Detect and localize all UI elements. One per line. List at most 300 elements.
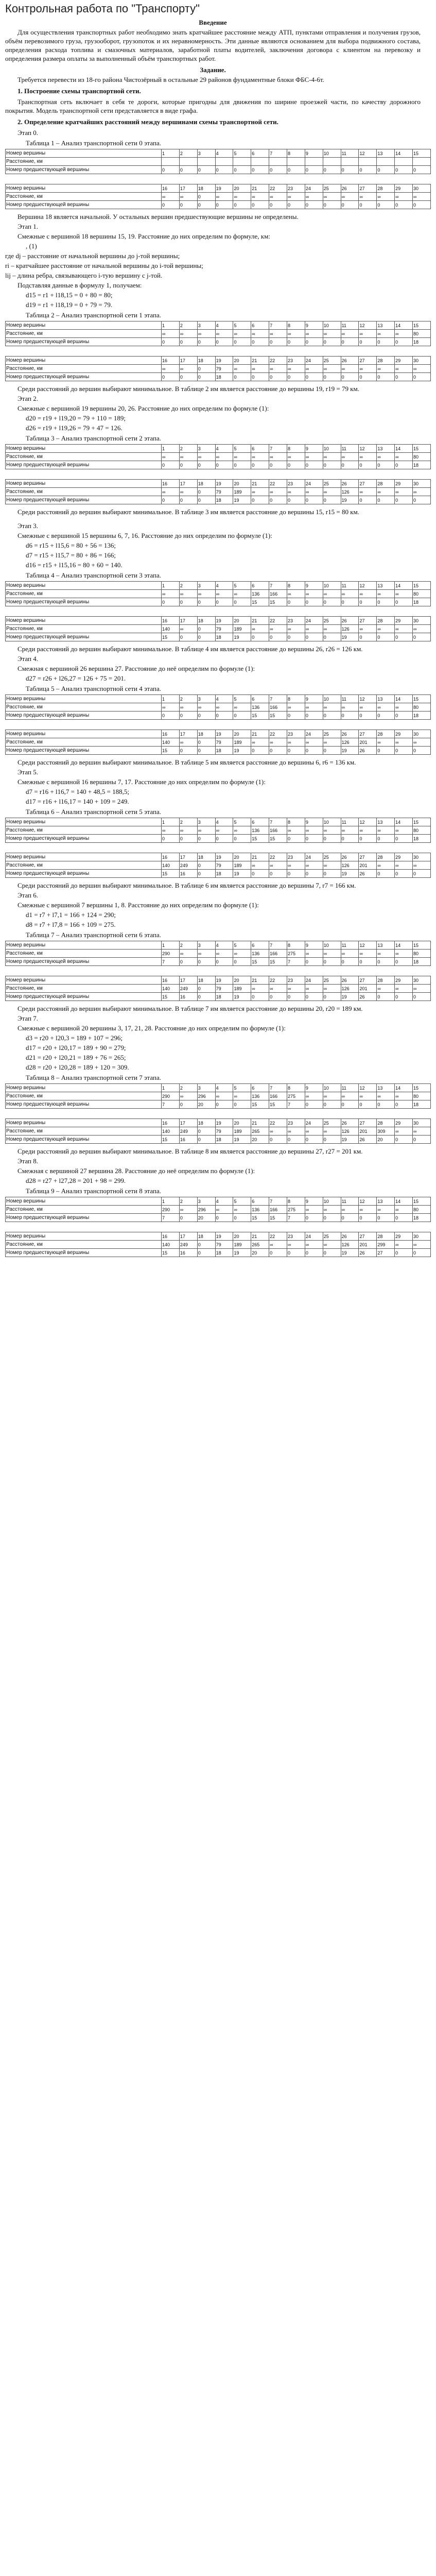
table-cell: 0 (233, 166, 251, 174)
table-cell: 20 (233, 976, 251, 985)
table-cell: 8 (287, 582, 305, 590)
table-cell: ∞ (197, 703, 215, 711)
table-cell: 15 (251, 1100, 269, 1109)
row-label: Номер предшествующей вершины (6, 461, 162, 469)
legend-ri: ri – кратчайшее расстояние от начальной вершины до i-той вершины; (5, 262, 203, 269)
table-cell: 7 (162, 958, 180, 966)
row-label: Номер предшествующей вершины (6, 1249, 162, 1257)
table-cell: 0 (197, 958, 215, 966)
table-cell: 10 (323, 1197, 341, 1206)
table-cell: 18 (197, 617, 215, 625)
network-table (5, 479, 431, 504)
table-cell: 0 (197, 1127, 215, 1136)
table-cell: 0 (323, 870, 341, 878)
table-cell: 18 (197, 1232, 215, 1241)
table-cell: 25 (323, 357, 341, 365)
table-cell: 0 (323, 1136, 341, 1144)
table-cell (323, 158, 341, 166)
table-cell: 12 (359, 1084, 377, 1092)
table-cell: 0 (395, 373, 413, 381)
table-cell: ∞ (233, 826, 251, 835)
task-paragraph: Требуется перевести из 18-го района Чистозёрный в остальные 29 районов фундаментные блоки ФБС-4-6т. (18, 76, 324, 83)
table-cell: 23 (287, 480, 305, 488)
table-cell: ∞ (251, 193, 269, 201)
table-cell: 30 (413, 976, 431, 985)
table-cell: 15 (162, 993, 180, 1001)
network-table (5, 616, 431, 641)
row-label: Номер вершины (6, 1084, 162, 1092)
table-cell: 12 (359, 941, 377, 950)
table-cell: ∞ (341, 330, 359, 338)
table-row (6, 976, 431, 985)
table-row (6, 730, 431, 738)
table-cell: 0 (179, 461, 197, 469)
table-6b (5, 853, 421, 878)
table-cell: 13 (377, 941, 395, 950)
table-cell: 0 (197, 496, 215, 504)
stage-3-lead: Смежные с вершиной 15 вершины 6, 7, 16. Расстояние до них определим по формуле (1): (18, 532, 272, 539)
table-cell: 17 (179, 1232, 197, 1241)
table-cell: 0 (341, 461, 359, 469)
network-table (5, 941, 431, 966)
table-9b (5, 1232, 421, 1257)
table-cell: ∞ (251, 488, 269, 496)
table-cell: 19 (215, 617, 233, 625)
table-cell: 23 (287, 617, 305, 625)
table-cell: 22 (269, 976, 287, 985)
table-cell: 0 (269, 338, 287, 346)
table-cell: 0 (413, 373, 431, 381)
table-cell: 0 (162, 598, 180, 606)
table-cell: 7 (162, 1214, 180, 1222)
table-row (6, 373, 431, 381)
table-cell: 29 (395, 480, 413, 488)
table-cell: 11 (341, 1197, 359, 1206)
row-label: Номер предшествующей вершины (6, 1214, 162, 1222)
table-cell: 3 (197, 941, 215, 950)
table-cell: 6 (251, 445, 269, 453)
table-cell: 79 (215, 488, 233, 496)
table-cell: 11 (341, 941, 359, 950)
table-cell: 19 (233, 1249, 251, 1257)
table-row (6, 590, 431, 598)
table-cell: 0 (287, 166, 305, 174)
table-3a (5, 444, 421, 469)
table-cell: 19 (341, 633, 359, 641)
table-row (6, 835, 431, 843)
table-3b (5, 479, 421, 504)
formula-line: d16 = r15 + l15,16 = 80 + 60 = 140. (26, 561, 123, 569)
table-cell: 0 (179, 373, 197, 381)
table-cell: 0 (233, 711, 251, 720)
table-cell: 0 (269, 1136, 287, 1144)
table-cell: 0 (359, 201, 377, 209)
table-cell: 13 (377, 445, 395, 453)
table-cell: ∞ (197, 950, 215, 958)
table-cell: 9 (305, 818, 323, 826)
table-cell: 24 (305, 730, 323, 738)
table-cell: ∞ (359, 330, 377, 338)
table-cell: 0 (162, 461, 180, 469)
table-cell: ∞ (305, 625, 323, 633)
table-cell: 25 (323, 730, 341, 738)
table-cell: 29 (395, 184, 413, 193)
table-cell: 6 (251, 818, 269, 826)
row-label: Номер предшествующей вершины (6, 993, 162, 1001)
table-cell: 0 (323, 1214, 341, 1222)
table-cell: 10 (323, 941, 341, 950)
table-row (6, 1136, 431, 1144)
table-cell: 6 (251, 1084, 269, 1092)
stage-8-name: Этап 8. (18, 1157, 38, 1165)
table-cell: ∞ (269, 488, 287, 496)
table-cell: 25 (323, 480, 341, 488)
table-cell: 136 (251, 590, 269, 598)
row-label: Расстояние, км (6, 330, 162, 338)
table-cell: ∞ (359, 193, 377, 201)
table-cell: 18 (413, 1100, 431, 1109)
table-cell: 15 (251, 958, 269, 966)
table-cell: 7 (269, 445, 287, 453)
stage-6-name: Этап 6. (18, 891, 38, 899)
table-row (6, 357, 431, 365)
table-cell: 27 (359, 853, 377, 861)
table-cell: 126 (341, 1241, 359, 1249)
table-row (6, 184, 431, 193)
table-cell: 0 (323, 338, 341, 346)
table-cell: ∞ (197, 453, 215, 461)
table-cell: ∞ (287, 1127, 305, 1136)
row-label: Номер предшествующей вершины (6, 835, 162, 843)
table-cell: 10 (323, 1084, 341, 1092)
table-cell: 0 (251, 166, 269, 174)
table-cell: ∞ (233, 590, 251, 598)
table-cell: 0 (215, 1100, 233, 1109)
row-label: Расстояние, км (6, 193, 162, 201)
table-cell: ∞ (287, 1241, 305, 1249)
table-cell: 18 (413, 958, 431, 966)
table-cell: 14 (395, 149, 413, 158)
table-cell: ∞ (377, 1092, 395, 1100)
row-label: Расстояние, км (6, 826, 162, 835)
table-row (6, 617, 431, 625)
table-cell: 0 (305, 461, 323, 469)
table-cell: 19 (341, 1249, 359, 1257)
row-label: Номер предшествующей вершины (6, 166, 162, 174)
table-cell: 17 (179, 1119, 197, 1127)
network-table (5, 853, 431, 878)
network-table (5, 321, 431, 346)
table-cell: 0 (251, 496, 269, 504)
table-cell: 11 (341, 321, 359, 330)
row-label: Расстояние, км (6, 1241, 162, 1249)
table-cell: 80 (413, 330, 431, 338)
table-5b (5, 730, 421, 755)
table-cell: 10 (323, 582, 341, 590)
row-label: Расстояние, км (6, 625, 162, 633)
intro-paragraph: Для осуществления транспортных работ необходимо знать кратчайшее расстояние между АТП, пунктами отправления и получения грузов, объём перевозимого груза, грузооборот, грузопоток и их неравномерность. Эти данные являются основанием для выбора подвижного состава, определения расхода топлива и смазочных материалов, заработной платы водителей, заключения договора с клиентом на перевозку и определения размера оплаты за выполненный объём транспортных работ. (5, 28, 421, 62)
table-cell: 26 (341, 1232, 359, 1241)
table-cell: 0 (233, 338, 251, 346)
table-cell: 80 (413, 826, 431, 835)
table-cell: ∞ (269, 1241, 287, 1249)
table-cell: 5 (233, 695, 251, 703)
table-cell: 17 (179, 184, 197, 193)
formula-line: d3 = r20 + l20,3 = 189 + 107 = 296; (26, 1034, 123, 1042)
table-cell: 0 (233, 373, 251, 381)
table-cell: 15 (162, 1136, 180, 1144)
table-row (6, 1092, 431, 1100)
table-cell: 0 (359, 373, 377, 381)
table-cell: 18 (215, 1136, 233, 1144)
row-label: Расстояние, км (6, 453, 162, 461)
table-cell: 80 (413, 703, 431, 711)
table-cell: 15 (269, 835, 287, 843)
table-2b (5, 356, 421, 381)
table-cell: ∞ (377, 1206, 395, 1214)
table-cell: 0 (323, 373, 341, 381)
table-cell: ∞ (305, 330, 323, 338)
table-cell: ∞ (179, 1092, 197, 1100)
table-cell: ∞ (305, 365, 323, 373)
row-label: Расстояние, км (6, 488, 162, 496)
table-row (6, 480, 431, 488)
table-cell: 21 (251, 1119, 269, 1127)
table-cell: 6 (251, 149, 269, 158)
table-cell: 80 (413, 453, 431, 461)
table-cell: 0 (305, 373, 323, 381)
table-cell: 0 (323, 166, 341, 174)
table-cell: 275 (287, 1092, 305, 1100)
table-cell: 3 (197, 695, 215, 703)
table-cell: 16 (162, 976, 180, 985)
table-cell: ∞ (377, 488, 395, 496)
table-cell: ∞ (323, 1241, 341, 1249)
table-cell: 0 (287, 870, 305, 878)
table-cell: 0 (269, 461, 287, 469)
table-row (6, 941, 431, 950)
formula-line: d27 = r26 + l26,27 = 126 + 75 = 201. (26, 674, 126, 682)
table-cell: 20 (233, 1119, 251, 1127)
table-cell: 0 (395, 598, 413, 606)
table-cell: 10 (323, 321, 341, 330)
table-4b (5, 616, 421, 641)
table-cell: 22 (269, 480, 287, 488)
table-cell: 28 (377, 357, 395, 365)
table-cell: ∞ (323, 738, 341, 747)
table-cell: 16 (162, 1119, 180, 1127)
table-cell: 15 (413, 1197, 431, 1206)
table-row (6, 338, 431, 346)
table-cell: 9 (305, 445, 323, 453)
table-cell: 16 (179, 1136, 197, 1144)
table-cell: ∞ (377, 950, 395, 958)
table-cell: 0 (162, 338, 180, 346)
table-cell: 0 (215, 338, 233, 346)
table-cell: 29 (395, 976, 413, 985)
table-cell: ∞ (287, 365, 305, 373)
table-9a (5, 1197, 421, 1222)
table-cell: 24 (305, 617, 323, 625)
table-cell: 166 (269, 1092, 287, 1100)
table-cell: 18 (215, 870, 233, 878)
table-cell: 25 (323, 853, 341, 861)
table-row (6, 861, 431, 870)
table-cell: 16 (179, 1249, 197, 1257)
table-cell: 166 (269, 703, 287, 711)
table-cell: 0 (287, 633, 305, 641)
table-cell: 15 (269, 598, 287, 606)
table-cell: ∞ (395, 488, 413, 496)
table-cell: ∞ (179, 703, 197, 711)
table-cell: 136 (251, 1092, 269, 1100)
table-cell: 2 (179, 941, 197, 950)
table-cell: 0 (179, 835, 197, 843)
table-cell: ∞ (323, 950, 341, 958)
table-cell: 27 (359, 184, 377, 193)
table-cell: 13 (377, 1197, 395, 1206)
table-cell: 136 (251, 826, 269, 835)
table-cell: 140 (162, 985, 180, 993)
table-cell: 0 (197, 993, 215, 1001)
table-cell: 9 (305, 1084, 323, 1092)
row-label: Номер предшествующей вершины (6, 1136, 162, 1144)
stage-3-name: Этап 3. (18, 522, 38, 530)
table-row (6, 1127, 431, 1136)
stage-6-conclusion: Среди расстояний до вершин выбирают минимальное. В таблице 7 им является расстояние до вершины 20, r20 = 189 км. (18, 1005, 363, 1012)
table-cell: 30 (413, 617, 431, 625)
table-cell (413, 158, 431, 166)
table-cell (162, 158, 180, 166)
table-cell: 0 (377, 633, 395, 641)
table-cell: 0 (197, 985, 215, 993)
table-cell: 0 (305, 1214, 323, 1222)
table-cell: ∞ (251, 738, 269, 747)
table-cell: 0 (197, 373, 215, 381)
table-cell: 0 (395, 1214, 413, 1222)
table-cell: 0 (162, 373, 180, 381)
table-cell: ∞ (269, 193, 287, 201)
table-cell: 0 (197, 461, 215, 469)
table-cell: 14 (395, 818, 413, 826)
table-cell: 0 (197, 193, 215, 201)
table-cell: 0 (395, 747, 413, 755)
formula-line: d7 = r15 + l15,7 = 80 + 86 = 166; (26, 551, 116, 559)
table-cell: 15 (413, 149, 431, 158)
table-cell: 80 (413, 590, 431, 598)
table-cell: ∞ (305, 703, 323, 711)
table-cell: ∞ (341, 1092, 359, 1100)
table-cell: 0 (323, 598, 341, 606)
table-cell: ∞ (341, 703, 359, 711)
table-row (6, 1197, 431, 1206)
table-row (6, 158, 431, 166)
table-cell: ∞ (179, 738, 197, 747)
table-cell: ∞ (162, 590, 180, 598)
table-cell: 18 (413, 461, 431, 469)
table-cell: 0 (377, 201, 395, 209)
table-cell: ∞ (179, 488, 197, 496)
table-cell: 7 (269, 818, 287, 826)
table-cell: 26 (359, 993, 377, 1001)
table-cell: 201 (359, 1127, 377, 1136)
table-cell: 0 (197, 488, 215, 496)
table-cell: ∞ (305, 1206, 323, 1214)
table-cell: 0 (359, 835, 377, 843)
table-cell: 7 (269, 941, 287, 950)
table-cell: 28 (377, 730, 395, 738)
legend-dj: где dj – расстояние от начальной вершины до j-той вершины; (5, 252, 180, 260)
table-cell: 0 (323, 201, 341, 209)
table-cell: ∞ (162, 488, 180, 496)
table-cell: 0 (323, 835, 341, 843)
table-cell: 19 (215, 357, 233, 365)
table-cell: 79 (215, 738, 233, 747)
table-row (6, 461, 431, 469)
formula-line: d8 = r7 + l7,8 = 166 + 109 = 275. (26, 921, 116, 928)
table-cell: ∞ (233, 1092, 251, 1100)
table-cell: 0 (287, 338, 305, 346)
table-cell: 0 (179, 958, 197, 966)
row-label: Номер вершины (6, 445, 162, 453)
table-cell: 3 (197, 149, 215, 158)
table-2a (5, 321, 421, 346)
row-label: Номер вершины (6, 1119, 162, 1127)
table-cell: 18 (215, 496, 233, 504)
table-cell: ∞ (215, 590, 233, 598)
table-cell: ∞ (233, 1206, 251, 1214)
table-cell: 7 (269, 695, 287, 703)
table-1-caption: Таблица 1 – Анализ транспортной сети 0 этапа. (26, 139, 161, 147)
table-cell: 275 (287, 1206, 305, 1214)
table-row (6, 1206, 431, 1214)
table-cell: 15 (269, 1214, 287, 1222)
row-label: Номер вершины (6, 184, 162, 193)
table-cell: ∞ (377, 625, 395, 633)
table-cell: 15 (162, 747, 180, 755)
table-cell: 15 (162, 633, 180, 641)
table-row (6, 445, 431, 453)
table-row (6, 958, 431, 966)
table-row (6, 582, 431, 590)
table-cell: ∞ (305, 1127, 323, 1136)
table-row (6, 985, 431, 993)
table-row (6, 870, 431, 878)
row-label: Номер вершины (6, 1197, 162, 1206)
table-7-caption: Таблица 7 – Анализ транспортной сети 6 этапа. (26, 931, 161, 939)
stage-1-subst: Подставляя данные в формулу 1, получаем: (18, 281, 142, 289)
table-cell: ∞ (377, 703, 395, 711)
row-label: Расстояние, км (6, 365, 162, 373)
formula-line: d20 = r19 + l19,20 = 79 + 110 = 189; (26, 414, 126, 422)
table-cell: 18 (215, 373, 233, 381)
table-cell: 16 (162, 357, 180, 365)
row-label: Расстояние, км (6, 985, 162, 993)
table-cell: 14 (395, 321, 413, 330)
table-cell: 5 (233, 941, 251, 950)
table-cell: 11 (341, 818, 359, 826)
table-cell: 28 (377, 184, 395, 193)
table-cell: 0 (305, 711, 323, 720)
table-cell: 16 (179, 993, 197, 1001)
row-label: Номер вершины (6, 357, 162, 365)
table-cell: 309 (377, 1127, 395, 1136)
table-cell: 9 (305, 149, 323, 158)
table-cell: 0 (359, 633, 377, 641)
table-cell: 20 (251, 1136, 269, 1144)
table-cell: ∞ (197, 826, 215, 835)
row-label: Номер вершины (6, 149, 162, 158)
